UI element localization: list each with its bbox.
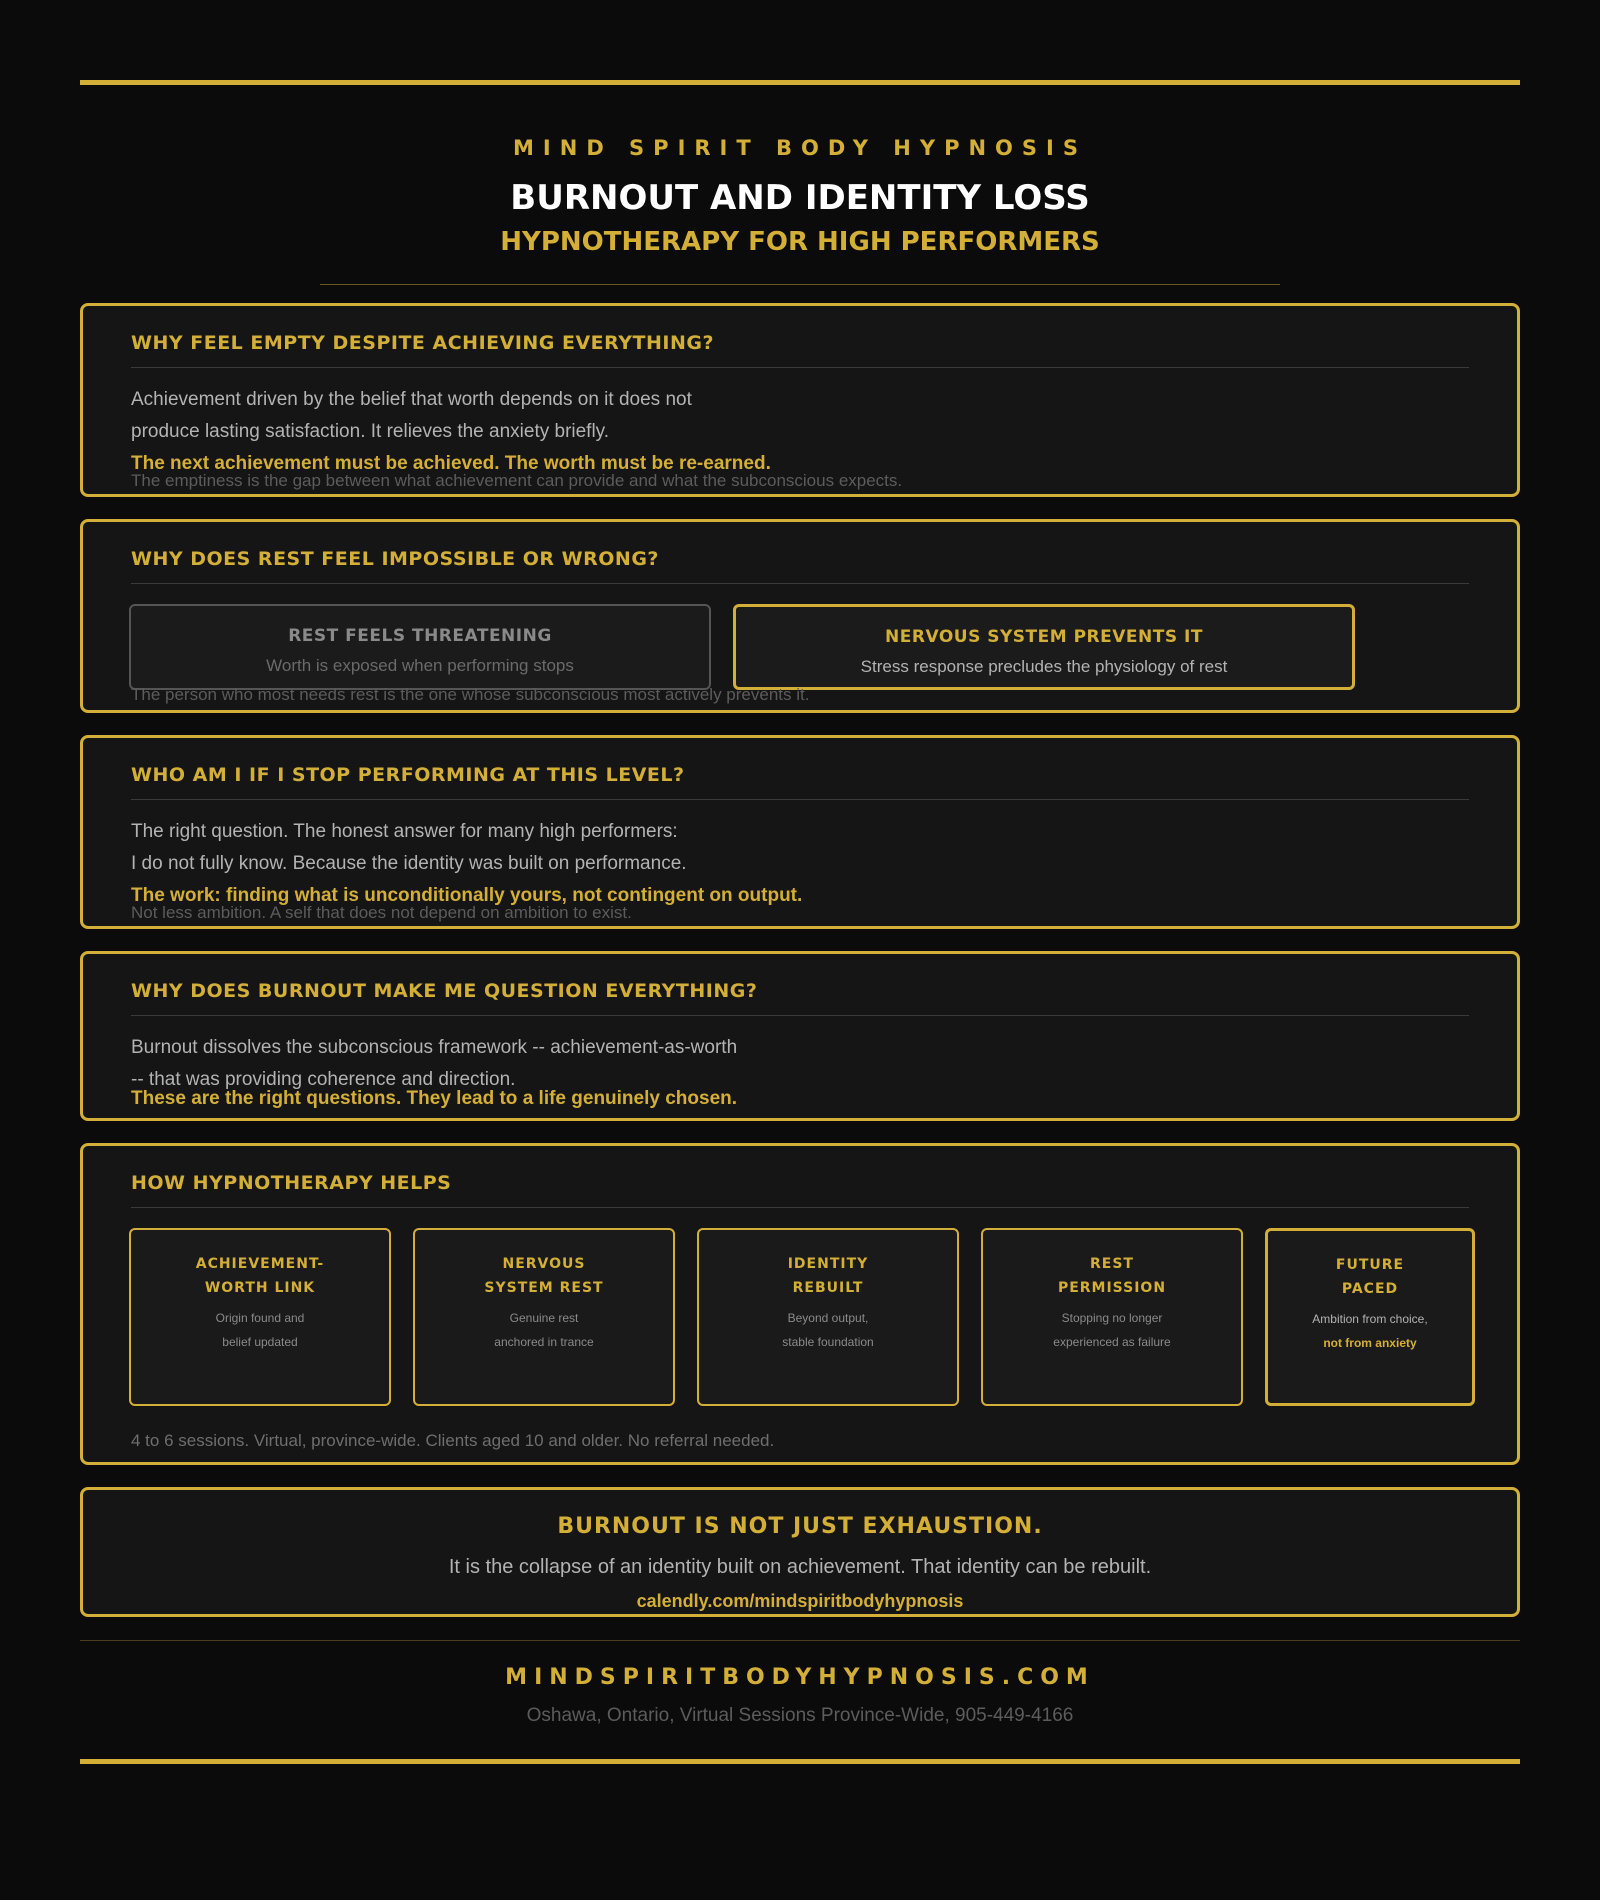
body-line: The right question. The honest answer for many high performers:: [131, 821, 678, 842]
nervous-system-box: [733, 604, 1355, 690]
card-description: [131, 1306, 389, 1354]
card-title: [699, 1252, 957, 1300]
card-desc-line: not from anxiety: [1323, 1336, 1417, 1350]
booking-link[interactable]: calendly.com/mindspiritbodyhypnosis: [636, 1591, 964, 1611]
card-desc-line: Genuine rest: [509, 1311, 579, 1325]
card-desc-line: experienced as failure: [1053, 1335, 1171, 1349]
section-divider: [131, 367, 1469, 368]
top-accent-bar: [80, 80, 1520, 85]
help-card: [981, 1228, 1243, 1406]
contact-info: Oshawa, Ontario, Virtual Sessions Province-Wide, 905-449-4166: [526, 1705, 1074, 1726]
card-description: [699, 1306, 957, 1354]
card-desc-line: Beyond output,: [787, 1311, 869, 1325]
section-divider: [131, 1207, 1469, 1208]
section-rest: [80, 519, 1520, 713]
header-divider: [320, 284, 1280, 285]
sessions-note: 4 to 6 sessions. Virtual, province-wide. Clients aged 10 and older. No referral needed.: [131, 1431, 775, 1450]
box-title: REST FEELS THREATENING: [288, 626, 552, 646]
card-desc-line: Origin found and: [215, 1311, 305, 1325]
card-title-line: REST: [1090, 1256, 1134, 1272]
section-accent: The work: finding what is unconditionally yours, not contingent on output.: [131, 885, 803, 906]
page-subtitle: HYPNOTHERAPY FOR HIGH PERFORMERS: [500, 227, 1100, 257]
card-title-line: IDENTITY: [787, 1256, 869, 1272]
card-title-line: ACHIEVEMENT-: [195, 1256, 325, 1272]
card-title: [1268, 1253, 1472, 1301]
section-accent: These are the right questions. They lead to a life genuinely chosen.: [131, 1088, 738, 1109]
section-body: [131, 816, 687, 880]
card-desc-line: belief updated: [222, 1335, 298, 1349]
section-question: [80, 951, 1520, 1121]
cta-panel: [80, 1487, 1520, 1617]
body-line: I do not fully know. Because the identity was built on performance.: [131, 853, 687, 874]
help-card: [129, 1228, 391, 1406]
section-heading: HOW HYPNOTHERAPY HELPS: [131, 1172, 452, 1194]
section-heading: WHY DOES REST FEEL IMPOSSIBLE OR WRONG?: [131, 548, 659, 570]
card-desc-line: anchored in trance: [494, 1335, 594, 1349]
cta-body: It is the collapse of an identity built on achievement. That identity can be rebuilt.: [448, 1556, 1152, 1578]
help-card-highlight: [1265, 1228, 1475, 1406]
card-description: [1268, 1307, 1472, 1355]
section-divider: [131, 1015, 1469, 1016]
bottom-accent-bar: [80, 1759, 1520, 1764]
section-helps: [80, 1143, 1520, 1465]
body-line: produce lasting satisfaction. It relieves the anxiety briefly.: [131, 421, 610, 442]
card-title-line: FUTURE: [1335, 1257, 1405, 1273]
page-header: [0, 130, 1600, 262]
card-desc-line: stable foundation: [782, 1335, 874, 1349]
page-title: BURNOUT AND IDENTITY LOSS: [510, 178, 1090, 218]
section-heading: WHO AM I IF I STOP PERFORMING AT THIS LEVEL?: [131, 764, 685, 786]
card-title-line: SYSTEM REST: [484, 1280, 604, 1296]
section-body: [131, 1032, 737, 1096]
body-line: Burnout dissolves the subconscious framework -- achievement-as-worth: [131, 1037, 738, 1058]
card-description: [415, 1306, 673, 1354]
card-description: [983, 1306, 1241, 1354]
card-title-line: PACED: [1341, 1281, 1399, 1297]
section-body: [131, 384, 692, 448]
box-title: NERVOUS SYSTEM PREVENTS IT: [885, 627, 1203, 647]
body-line: -- that was providing coherence and direction.: [131, 1069, 516, 1090]
card-title: [415, 1252, 673, 1300]
brand-name: MIND SPIRIT BODY HYPNOSIS: [513, 136, 1087, 160]
website-link[interactable]: MINDSPIRITBODYHYPNOSIS.COM: [505, 1665, 1095, 1690]
card-title-line: WORTH LINK: [204, 1280, 316, 1296]
box-text: Worth is exposed when performing stops: [266, 656, 574, 675]
section-divider: [131, 799, 1469, 800]
section-heading: WHY DOES BURNOUT MAKE ME QUESTION EVERYTHING?: [131, 980, 758, 1002]
cta-title: BURNOUT IS NOT JUST EXHAUSTION.: [557, 1514, 1043, 1539]
section-footnote: The emptiness is the gap between what achievement can provide and what the subconscious expects.: [131, 471, 903, 490]
card-desc-line: Ambition from choice,: [1312, 1312, 1428, 1326]
card-title-line: NERVOUS: [502, 1256, 586, 1272]
card-title-line: REBUILT: [792, 1280, 864, 1296]
rest-threat-box: [129, 604, 711, 690]
body-line: Achievement driven by the belief that worth depends on it does not: [131, 389, 692, 410]
section-who: [80, 735, 1520, 929]
card-title-line: PERMISSION: [1057, 1280, 1167, 1296]
section-footnote: The person who most needs rest is the one whose subconscious most actively prevents it.: [131, 685, 810, 704]
section-accent: The next achievement must be achieved. The worth must be re-earned.: [131, 453, 771, 474]
help-card: [413, 1228, 675, 1406]
help-card: [697, 1228, 959, 1406]
card-desc-line: Stopping no longer: [1061, 1311, 1163, 1325]
section-footnote: Not less ambition. A self that does not depend on ambition to exist.: [131, 903, 632, 922]
box-text: Stress response precludes the physiology of rest: [860, 657, 1228, 676]
section-empty: [80, 303, 1520, 497]
footer-divider: [80, 1640, 1520, 1641]
card-title: [983, 1252, 1241, 1300]
section-divider: [131, 583, 1469, 584]
card-title: [131, 1252, 389, 1300]
section-heading: WHY FEEL EMPTY DESPITE ACHIEVING EVERYTHING?: [131, 332, 714, 354]
